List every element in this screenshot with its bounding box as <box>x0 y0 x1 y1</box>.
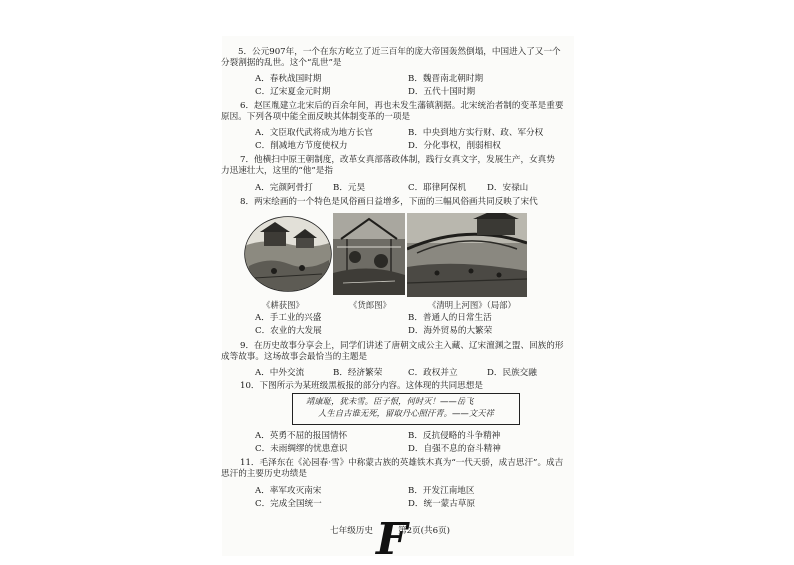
question-11-option-d: D．统一蒙古草原 <box>408 499 476 509</box>
footer-subject: 七年级历史 <box>330 526 373 536</box>
question-5-option-c: C．辽宋夏金元时期 <box>255 87 331 97</box>
gengzhi-painting-image <box>244 216 332 292</box>
question-6-option-a: A．文臣取代武将成为地方长官 <box>255 128 373 138</box>
question-9-stem-line2: 成等故事。这场故事会最恰当的主题是 <box>221 352 368 362</box>
quote-wentianxiang: 人生自古谁无死，留取丹心照汗青。——文天祥 <box>318 408 494 418</box>
caption-qingming: 《清明上河图》（局部） <box>428 300 516 310</box>
caption-huolang: 《货郎图》 <box>349 300 391 310</box>
question-6-stem-line1: 6．赵匡胤建立北宋后的百余年间，再也未发生藩镇割据。北宋统治者制的变革是重要 <box>240 101 564 111</box>
exam-version-mark: F <box>376 514 408 565</box>
question-7-stem <box>221 155 555 177</box>
question-5-stem-line2: 分裂割据的乱世。这个“乱世”是 <box>221 58 342 68</box>
question-6-option-d: D．分化事权，削弱相权 <box>408 141 501 151</box>
question-8-option-c: C．农业的大发展 <box>255 326 322 336</box>
question-10-option-d: D．自强不息的奋斗精神 <box>408 444 501 454</box>
quote-yuefei: 靖康耻，犹未雪。臣子恨，何时灭！——岳飞 <box>306 396 474 406</box>
question-6-option-b: B．中央到地方实行财、政、军分权 <box>408 128 544 138</box>
question-5-stem <box>221 47 561 69</box>
question-7-stem-line2: 力迅速壮大，这里的“他”是指 <box>221 166 333 176</box>
footer-page-number: 第2页(共6页) <box>398 526 451 536</box>
question-9-option-a: A．中外交流 <box>255 368 305 378</box>
question-10-option-b: B．反抗侵略的斗争精神 <box>408 431 501 441</box>
question-11-stem-line1: 11．毛泽东在《沁园春·雪》中称蒙古族的英雄铁木真为“一代天骄，成吉思汗”。成吉 <box>240 458 564 468</box>
question-8-option-d: D．海外贸易的大繁荣 <box>408 326 493 336</box>
question-7-option-d: D．安禄山 <box>487 183 529 193</box>
question-10-option-c: C．未雨绸缪的忧患意识 <box>255 444 348 454</box>
question-10-stem-line1: 10．下图所示为某班级黑板报的部分内容。这体现的共同思想是 <box>240 381 483 391</box>
question-7-option-b: B．元昊 <box>333 183 366 193</box>
question-11-option-c: C．完成全国统一 <box>255 499 322 509</box>
question-8-option-a: A．手工业的兴盛 <box>255 313 322 323</box>
question-11-stem <box>221 458 564 480</box>
question-10-option-a: A．英勇不屈的报国情怀 <box>255 431 348 441</box>
question-9-option-c: C．政权并立 <box>408 368 458 378</box>
question-7-option-a: A．完颜阿骨打 <box>255 183 313 193</box>
question-7-stem-line1: 7．他横扫中原王朝制度，改革女真部落政体制，践行女真文字，发展生产，女真势 <box>240 155 555 165</box>
question-11-option-b: B．开发江南地区 <box>408 486 475 496</box>
question-9-stem <box>221 341 564 363</box>
question-6-option-c: C．削减地方节度使权力 <box>255 141 348 151</box>
question-6-stem <box>221 101 564 123</box>
huolang-painting-image <box>333 213 405 295</box>
question-6-stem-line2: 原因。下列各项中能全面反映其体制变革的一项是 <box>221 112 411 122</box>
question-11-option-a: A．率军攻灭南宋 <box>255 486 322 496</box>
caption-gengzhi: 《耕获图》 <box>262 300 304 310</box>
question-9-option-d: D．民族交融 <box>487 368 537 378</box>
question-8-stem <box>240 197 538 208</box>
question-8-stem-line1: 8．两宋绘画的一个特色是风俗画日益增多，下面的三幅风俗画共同反映了宋代 <box>240 197 538 207</box>
question-9-stem-line1: 9．在历史故事分享会上，同学们讲述了唐朝文成公主入藏、辽宋澶渊之盟、回族的形 <box>240 341 564 351</box>
qingming-painting-image <box>407 213 527 297</box>
question-7-option-c: C．耶律阿保机 <box>408 183 467 193</box>
question-5-stem-line1: 5．公元907年，一个在东方屹立了近三百年的庞大帝国轰然倒塌，中国进入了又一个 <box>238 47 561 57</box>
question-5-option-d: D．五代十国时期 <box>408 87 476 97</box>
question-5-option-a: A．春秋战国时期 <box>255 74 322 84</box>
question-11-stem-line2: 思汗的主要历史功绩是 <box>221 469 307 479</box>
question-5-option-b: B．魏晋南北朝时期 <box>408 74 484 84</box>
question-10-stem <box>240 381 483 392</box>
question-8-option-b: B．普通人的日常生活 <box>408 313 492 323</box>
question-9-option-b: B．经济繁荣 <box>333 368 383 378</box>
